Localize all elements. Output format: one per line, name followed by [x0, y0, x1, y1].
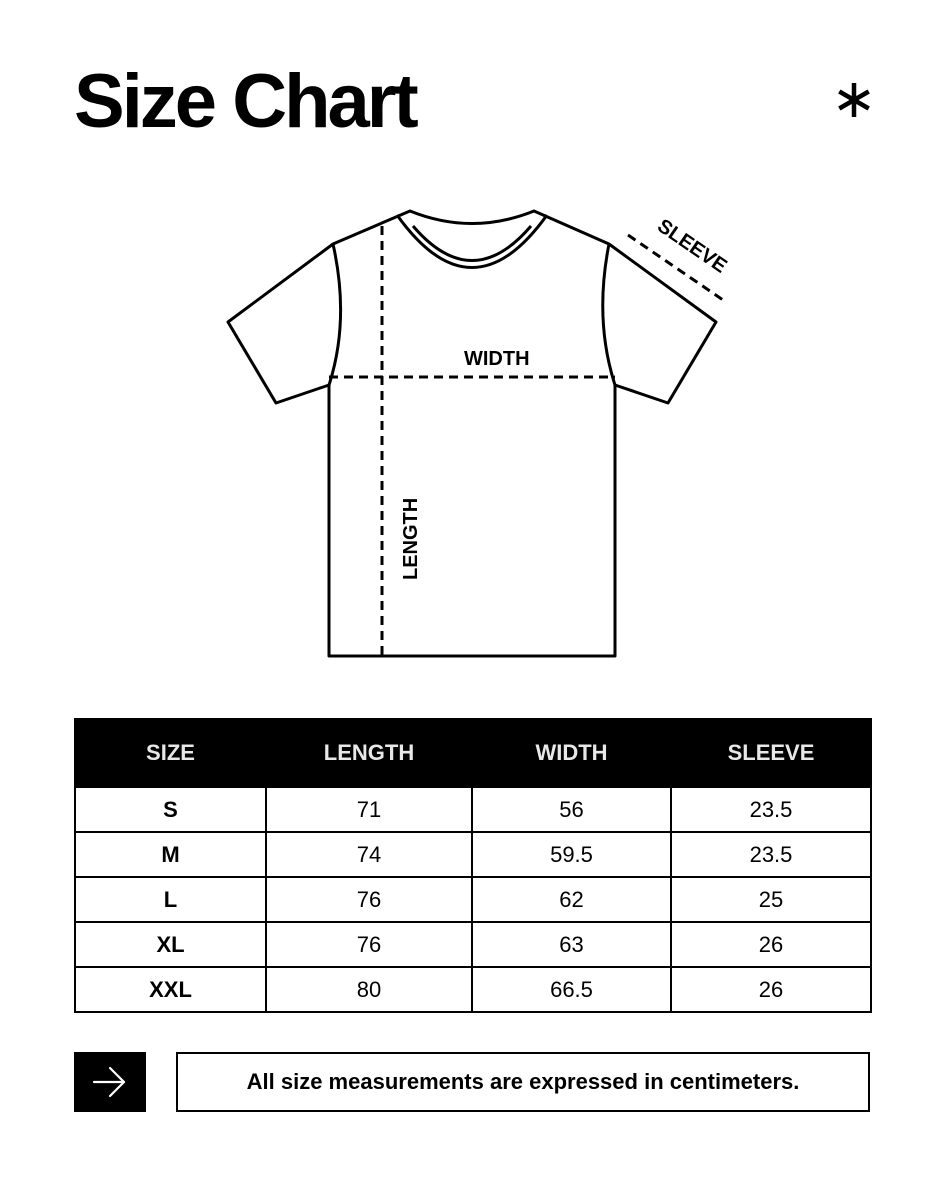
length-cell: 74 — [266, 832, 472, 877]
length-label: LENGTH — [400, 497, 422, 580]
length-cell: 71 — [266, 787, 472, 832]
arrow-badge — [74, 1052, 146, 1112]
shirt-outline — [228, 211, 716, 656]
header-sleeve: SLEEVE — [671, 719, 871, 787]
size-cell: XL — [75, 922, 266, 967]
size-table — [74, 718, 872, 1013]
width-cell: 59.5 — [472, 832, 671, 877]
sleeve-cell: 26 — [671, 967, 871, 1012]
width-label: WIDTH — [464, 348, 530, 370]
table-header-row — [75, 719, 871, 787]
size-cell: XXL — [75, 967, 266, 1012]
header-width: WIDTH — [472, 719, 671, 787]
measurement-note — [176, 1052, 870, 1112]
collar-inner — [413, 226, 531, 261]
length-cell: 76 — [266, 922, 472, 967]
size-cell: S — [75, 787, 266, 832]
width-cell: 62 — [472, 877, 671, 922]
sleeve-cell: 23.5 — [671, 832, 871, 877]
sleeve-cell: 23.5 — [671, 787, 871, 832]
length-cell: 76 — [266, 877, 472, 922]
arrow-right-icon — [90, 1064, 130, 1100]
width-cell: 63 — [472, 922, 671, 967]
left-armhole-seam — [329, 244, 341, 385]
width-cell: 56 — [472, 787, 671, 832]
note-text: All size measurements are expressed in centimeters. — [246, 1069, 800, 1094]
table-row — [75, 877, 871, 922]
table-row — [75, 832, 871, 877]
header-size: SIZE — [75, 719, 266, 787]
table-row — [75, 967, 871, 1012]
page-title: Size Chart — [74, 59, 416, 144]
table-row — [75, 787, 871, 832]
width-cell: 66.5 — [472, 967, 671, 1012]
size-cell: L — [75, 877, 266, 922]
sleeve-label: SLEEVE — [653, 214, 731, 278]
tshirt-diagram — [0, 195, 945, 665]
header-length: LENGTH — [266, 719, 472, 787]
table-row — [75, 922, 871, 967]
asterisk-icon — [834, 80, 874, 120]
sleeve-cell: 26 — [671, 922, 871, 967]
size-cell: M — [75, 832, 266, 877]
length-cell: 80 — [266, 967, 472, 1012]
sleeve-cell: 25 — [671, 877, 871, 922]
right-armhole-seam — [603, 244, 615, 385]
